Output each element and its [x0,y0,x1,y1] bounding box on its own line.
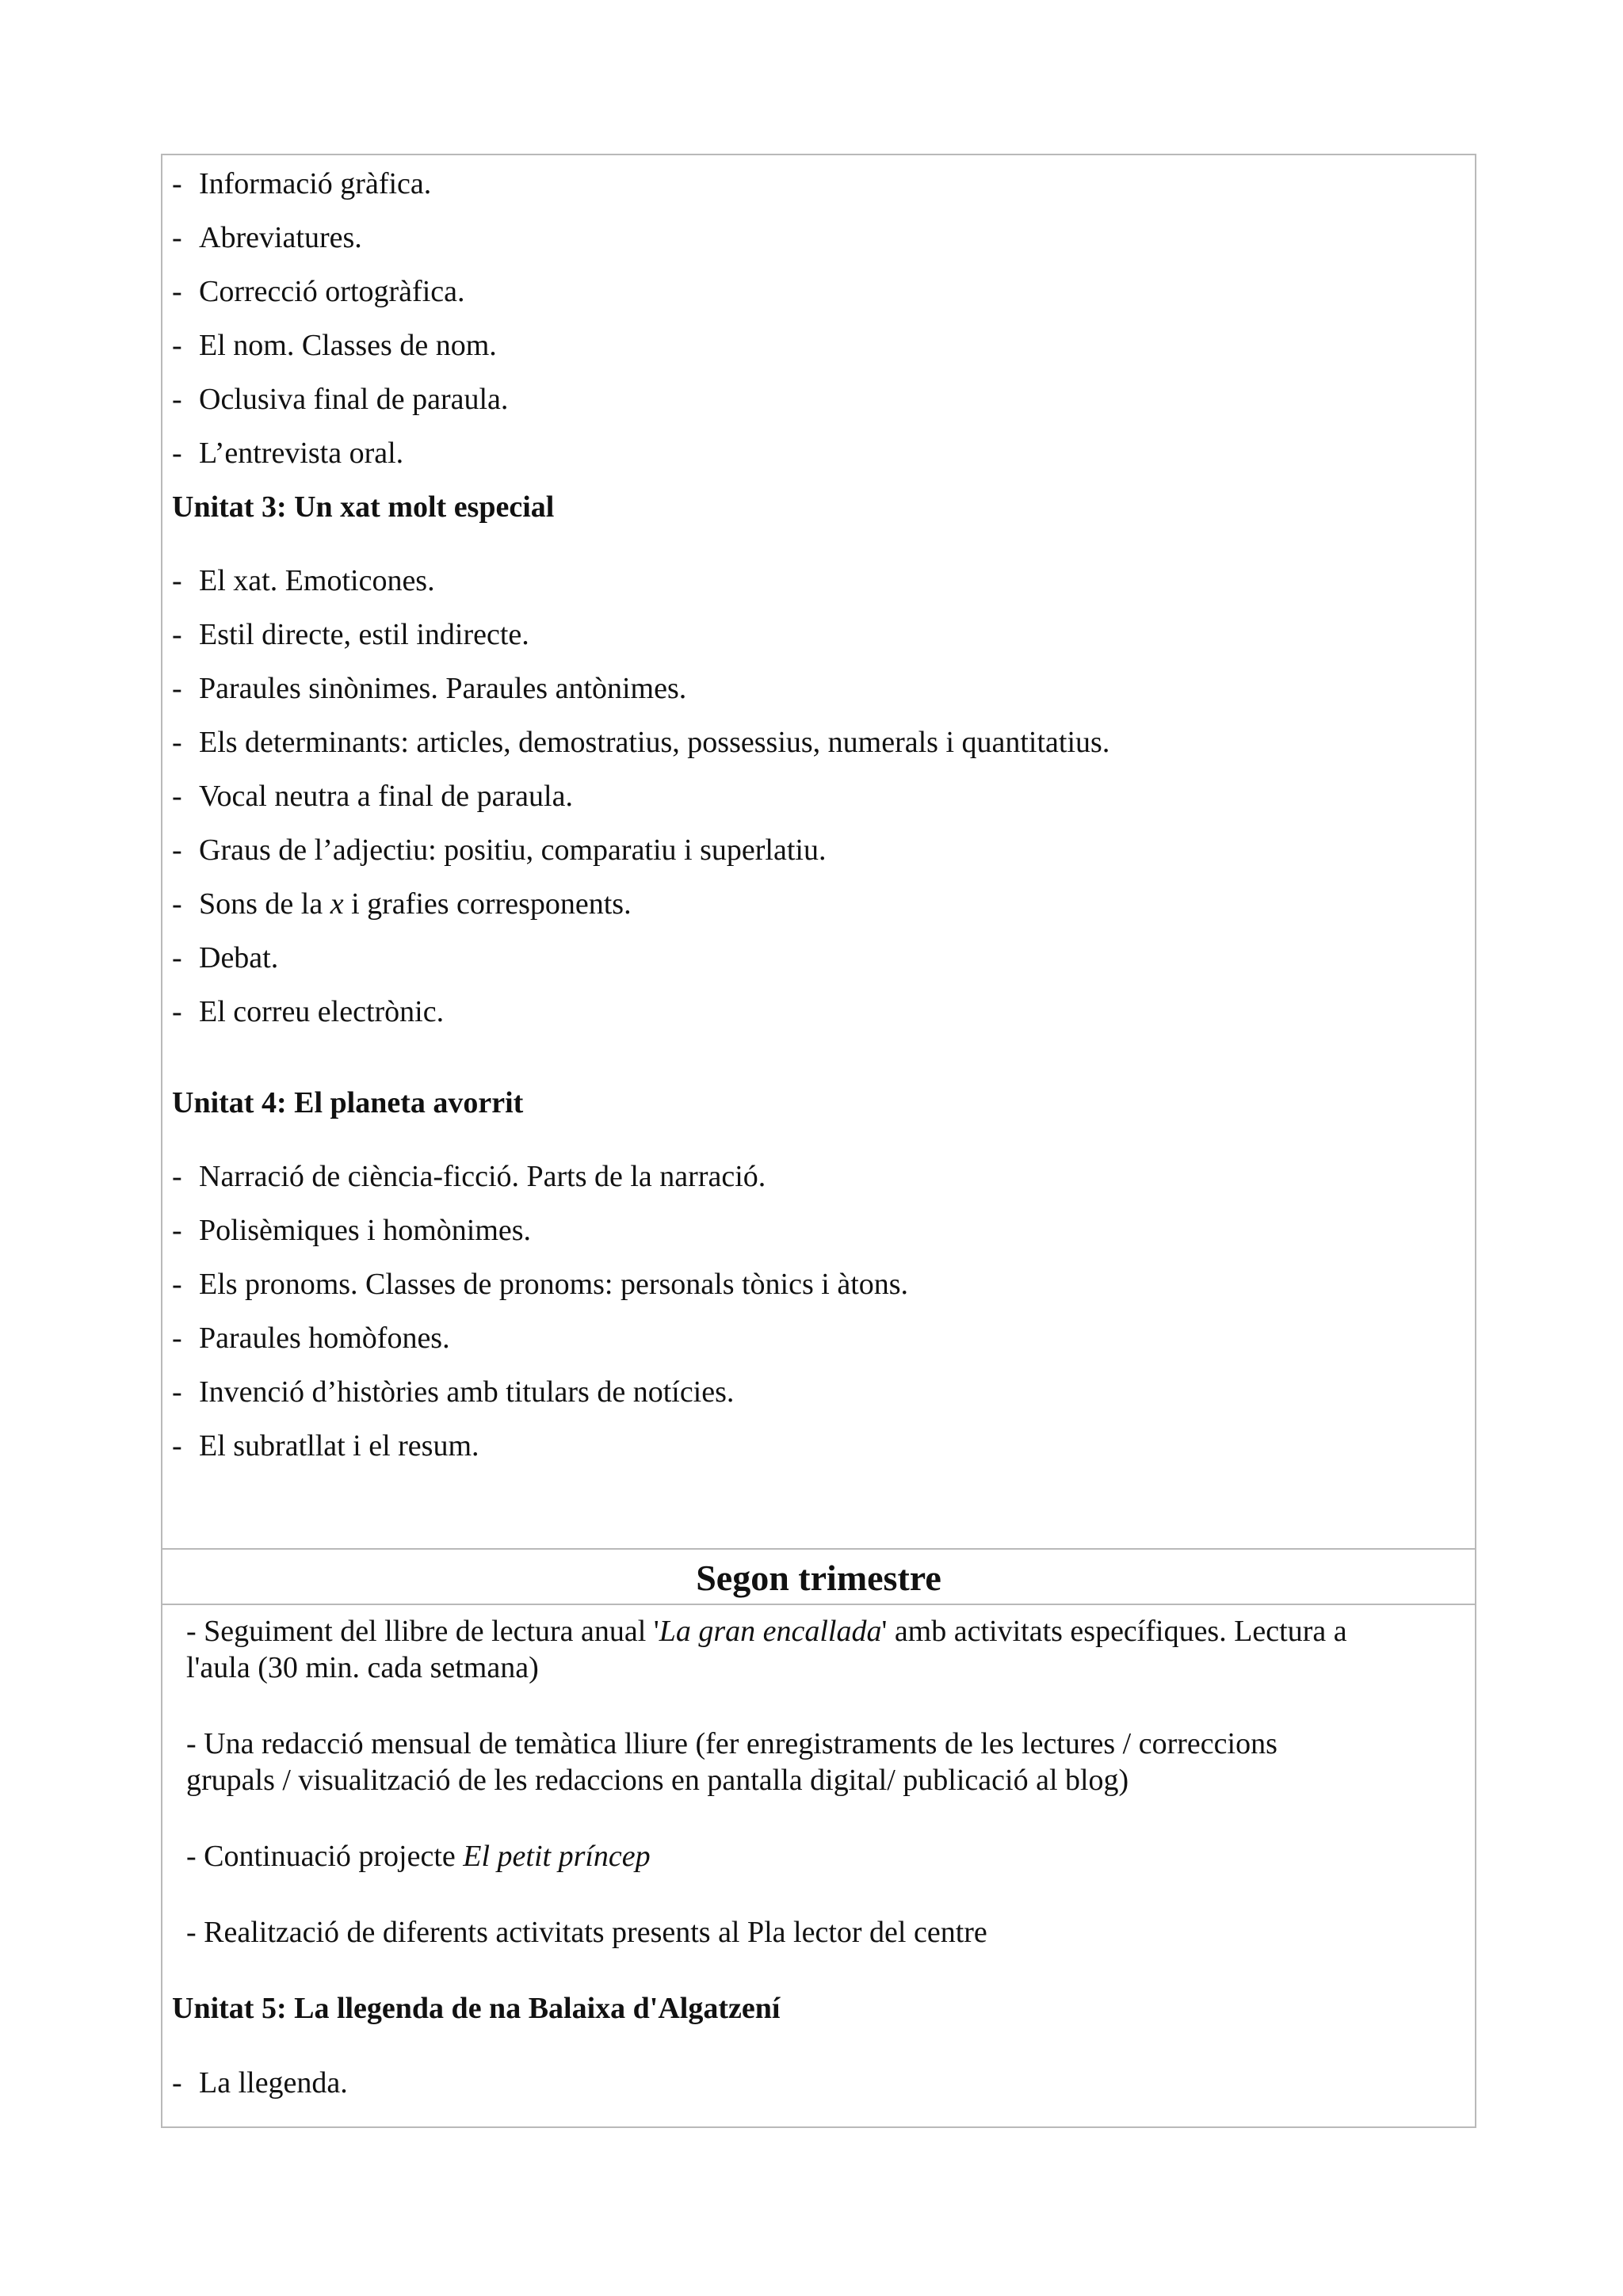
list-item: - Graus de l’adjectiu: positiu, comparatiu i superlatiu. [172,833,827,867]
list-item: - Els pronoms. Classes de pronoms: personals tònics i àtons. [172,1268,909,1301]
paragraph-writing-line-1: - Una redacció mensual de temàtica lliure (fer enregistraments de les lectures / correccions [186,1727,1277,1760]
list-item: - Paraules homòfones. [172,1322,450,1355]
list-item: - Informació gràfica. [172,167,432,200]
list-item: - Paraules sinònimes. Paraules antònimes. [172,672,687,705]
list-item: - Correcció ortogràfica. [172,275,465,308]
list-item: - El correu electrònic. [172,995,445,1028]
section-heading-cell [162,1548,1475,1605]
list-item: - Vocal neutra a final de paraula. [172,780,573,813]
paragraph-project: - Continuació projecte El petit príncep [186,1840,651,1873]
second-term-cell [162,1605,1475,2126]
list-item: - Abreviatures. [172,221,362,254]
list-item: - El nom. Classes de nom. [172,329,497,362]
content-table [161,154,1476,2128]
list-item: - Invenció d’històries amb titulars de notícies. [172,1375,735,1409]
list-item: - Sons de la x i grafies corresponents. [172,887,632,921]
section-heading: Segon trimestre [696,1558,941,1598]
paragraph-writing-line-2: grupals / visualització de les redaccions en pantalla digital/ publicació al blog) [186,1764,1129,1797]
list-item: - Debat. [172,941,279,974]
list-item: - Els determinants: articles, demostratius, possessius, numerals i quantitatius. [172,726,1110,759]
unit-4-title: Unitat 4: El planeta avorrit [172,1086,524,1119]
unit-3-title: Unitat 3: Un xat molt especial [172,490,555,524]
paragraph-reading-plan: - Realització de diferents activitats presents al Pla lector del centre [186,1916,987,1949]
list-item: - Oclusiva final de paraula. [172,383,509,416]
list-item: - Narració de ciència-ficció. Parts de la narració. [172,1160,766,1193]
list-item: - El xat. Emoticones. [172,564,435,597]
list-item: - Estil directe, estil indirecte. [172,618,529,651]
list-item: - El subratllat i el resum. [172,1429,479,1463]
list-item: - L’entrevista oral. [172,437,404,470]
paragraph-reading-line-2: l'aula (30 min. cada setmana) [186,1651,539,1684]
list-item: - La llegenda. [172,2066,348,2100]
unit-contents-cell [162,155,1475,1548]
list-item: - Polisèmiques i homònimes. [172,1214,532,1247]
paragraph-reading-line-1: - Seguiment del llibre de lectura anual 'La gran encallada' amb activitats específiques. Lectura a [186,1615,1347,1648]
unit-5-title: Unitat 5: La llegenda de na Balaixa d'Algatzení [172,1992,781,2025]
